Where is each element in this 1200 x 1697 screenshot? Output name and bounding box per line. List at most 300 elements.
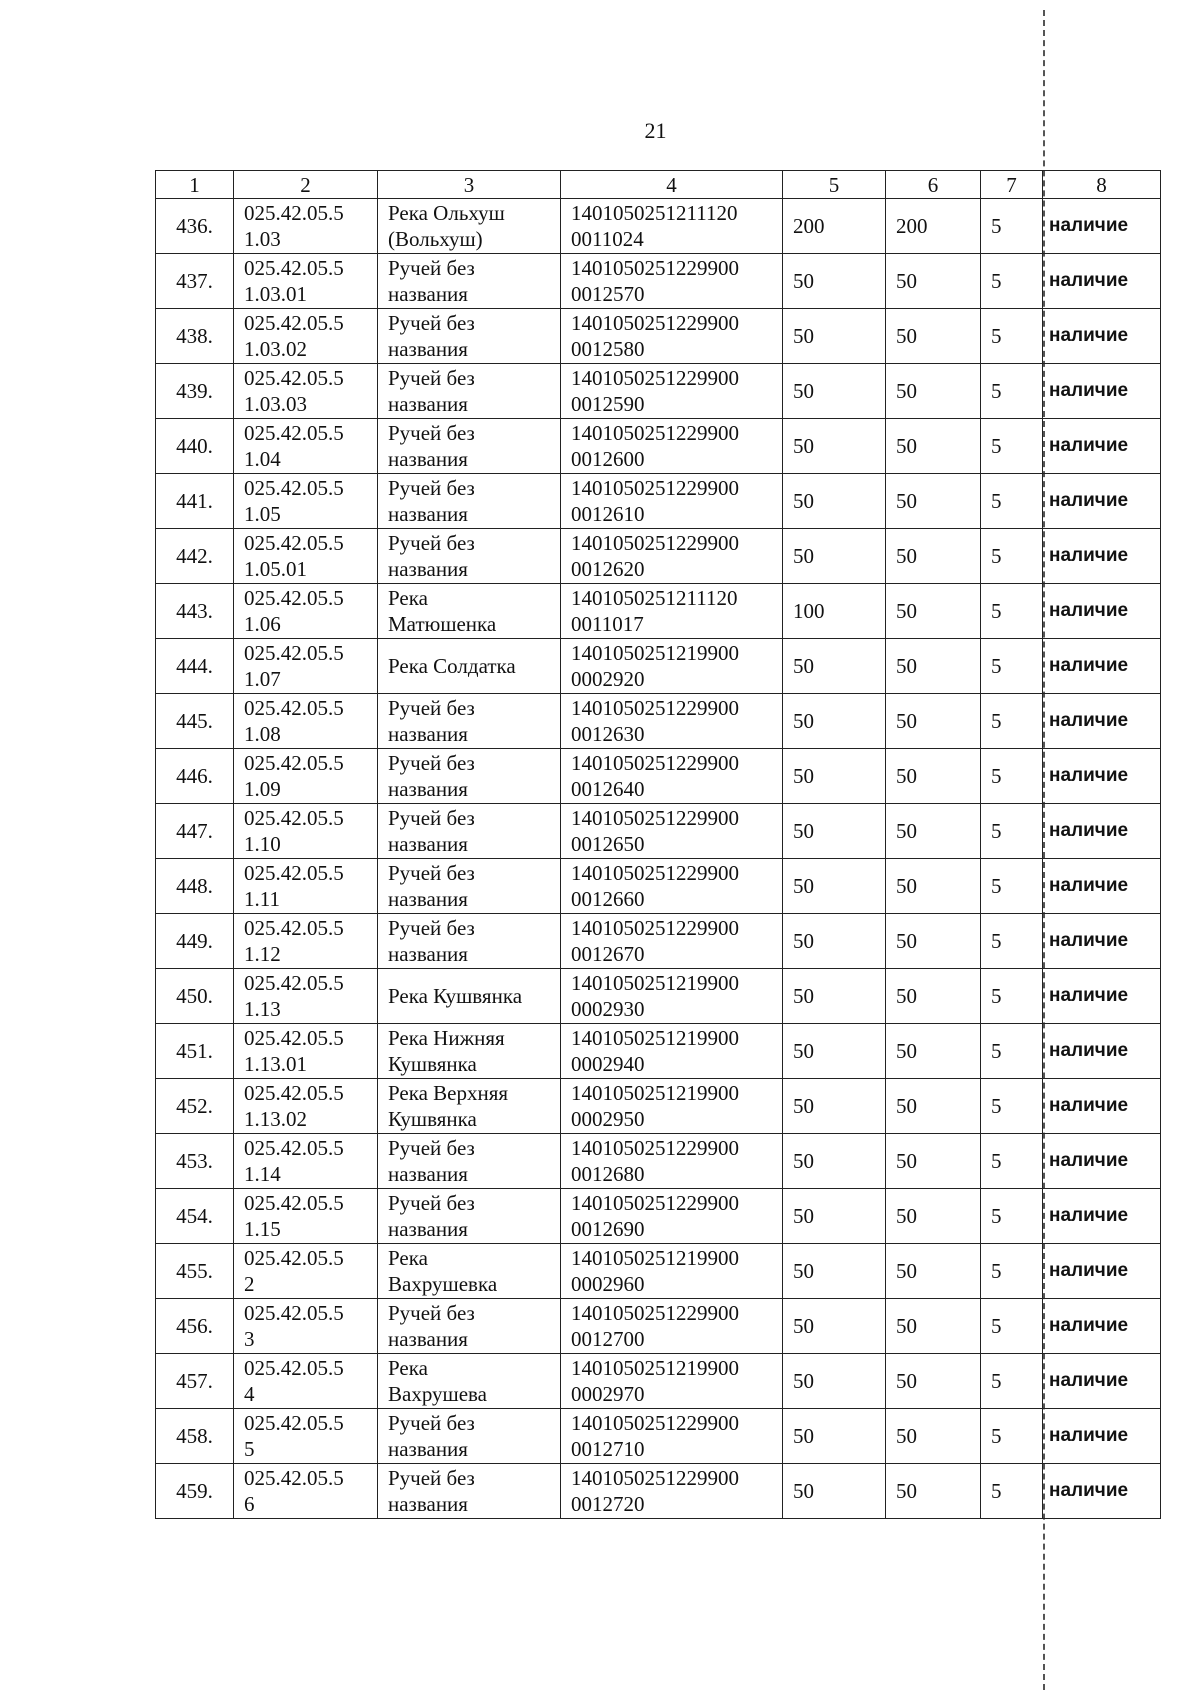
row-number-cell: 443. — [156, 584, 234, 639]
registry-number-cell — [561, 309, 783, 364]
registry-number-cell-line: 0012720 — [571, 1492, 645, 1516]
registry-number-cell-line: 1401050251229900 — [571, 1466, 739, 1490]
status-cell: наличие — [1043, 529, 1161, 584]
table-body — [156, 199, 1161, 1519]
col-header-7: 7 — [981, 171, 1043, 199]
status-cell: наличие — [1043, 859, 1161, 914]
column-7-cell: 5 — [981, 969, 1043, 1024]
code-cell-line: 025.42.05.5 — [244, 421, 344, 445]
name-cell — [378, 1409, 561, 1464]
code-cell — [234, 474, 378, 529]
name-cell — [378, 1299, 561, 1354]
code-cell-line: 025.42.05.5 — [244, 806, 344, 830]
code-cell — [234, 1024, 378, 1079]
table-row — [156, 694, 1161, 749]
code-cell-line: 1.03.03 — [244, 392, 307, 416]
registry-number-cell-line: 1401050251229900 — [571, 751, 739, 775]
name-cell-line: Ручей без — [388, 696, 475, 720]
row-number-cell: 447. — [156, 804, 234, 859]
column-5-cell: 50 — [783, 1134, 886, 1189]
row-number-cell: 440. — [156, 419, 234, 474]
column-7-cell: 5 — [981, 749, 1043, 804]
column-5-cell: 50 — [783, 364, 886, 419]
column-6-cell: 50 — [886, 1409, 981, 1464]
name-cell — [378, 419, 561, 474]
name-cell-line: Река — [388, 586, 428, 610]
code-cell — [234, 1079, 378, 1134]
column-5-cell: 50 — [783, 1354, 886, 1409]
column-5-cell: 50 — [783, 309, 886, 364]
registry-number-cell-line: 0002950 — [571, 1107, 645, 1131]
registry-number-cell-line: 1401050251229900 — [571, 366, 739, 390]
column-6-cell: 50 — [886, 1244, 981, 1299]
code-cell-line: 025.42.05.5 — [244, 1081, 344, 1105]
name-cell-line: названия — [388, 832, 468, 856]
column-5-cell: 50 — [783, 804, 886, 859]
column-5-cell: 50 — [783, 1244, 886, 1299]
code-cell-line: 025.42.05.5 — [244, 916, 344, 940]
code-cell — [234, 1354, 378, 1409]
table-row — [156, 1189, 1161, 1244]
name-cell-line: названия — [388, 777, 468, 801]
name-cell — [378, 969, 561, 1024]
registry-number-cell-line: 0012690 — [571, 1217, 645, 1241]
registry-number-cell-line: 0012710 — [571, 1437, 645, 1461]
name-cell-line: Ручей без — [388, 256, 475, 280]
column-5-cell: 50 — [783, 1079, 886, 1134]
code-cell-line: 1.03 — [244, 227, 281, 251]
row-number-cell: 438. — [156, 309, 234, 364]
code-cell-line: 025.42.05.5 — [244, 971, 344, 995]
registry-number-cell — [561, 694, 783, 749]
col-header-3: 3 — [378, 171, 561, 199]
registry-number-cell-line: 1401050251211120 — [571, 586, 738, 610]
registry-number-cell — [561, 914, 783, 969]
status-cell: наличие — [1043, 1464, 1161, 1519]
registry-number-cell-line: 0012620 — [571, 557, 645, 581]
col-header-4: 4 — [561, 171, 783, 199]
status-cell: наличие — [1043, 364, 1161, 419]
column-7-cell: 5 — [981, 1354, 1043, 1409]
column-7-cell: 5 — [981, 694, 1043, 749]
registry-number-cell-line: 0011024 — [571, 227, 644, 251]
registry-number-cell-line: 1401050251219900 — [571, 1081, 739, 1105]
name-cell — [378, 749, 561, 804]
name-cell-line: Ручей без — [388, 1411, 475, 1435]
col-header-8: 8 — [1043, 171, 1161, 199]
code-cell-line: 1.11 — [244, 887, 280, 911]
code-cell-line: 025.42.05.5 — [244, 1026, 344, 1050]
name-cell — [378, 364, 561, 419]
status-cell: наличие — [1043, 1299, 1161, 1354]
code-cell-line: 6 — [244, 1492, 255, 1516]
column-7-cell: 5 — [981, 1189, 1043, 1244]
name-cell-line: Река — [388, 1246, 428, 1270]
name-cell — [378, 474, 561, 529]
status-cell: наличие — [1043, 804, 1161, 859]
column-5-cell: 50 — [783, 749, 886, 804]
name-cell-line: Ручей без — [388, 806, 475, 830]
row-number-cell: 458. — [156, 1409, 234, 1464]
code-cell-line: 1.13.01 — [244, 1052, 307, 1076]
code-cell-line: 025.42.05.5 — [244, 751, 344, 775]
registry-number-cell — [561, 474, 783, 529]
registry-number-cell-line: 1401050251211120 — [571, 201, 738, 225]
name-cell-line: Ручей без — [388, 751, 475, 775]
name-cell-line: Река Солдатка — [388, 654, 516, 678]
code-cell-line: 025.42.05.5 — [244, 1356, 344, 1380]
name-cell-line: Ручей без — [388, 1136, 475, 1160]
code-cell-line: 1.07 — [244, 667, 281, 691]
code-cell — [234, 584, 378, 639]
registry-number-cell — [561, 254, 783, 309]
column-5-cell: 50 — [783, 694, 886, 749]
code-cell-line: 1.13.02 — [244, 1107, 307, 1131]
column-5-cell: 50 — [783, 529, 886, 584]
code-cell — [234, 1464, 378, 1519]
name-cell-line: Ручей без — [388, 476, 475, 500]
table-row — [156, 254, 1161, 309]
registry-number-cell — [561, 1464, 783, 1519]
status-cell: наличие — [1043, 1409, 1161, 1464]
name-cell-line: названия — [388, 447, 468, 471]
column-7-cell: 5 — [981, 309, 1043, 364]
row-number-cell: 439. — [156, 364, 234, 419]
code-cell-line: 1.08 — [244, 722, 281, 746]
code-cell — [234, 309, 378, 364]
column-7-cell: 5 — [981, 1464, 1043, 1519]
registry-number-cell-line: 0012630 — [571, 722, 645, 746]
name-cell-line: Ручей без — [388, 531, 475, 555]
name-cell-line: Река Ольхуш — [388, 201, 505, 225]
column-7-cell: 5 — [981, 914, 1043, 969]
name-cell-line: названия — [388, 1437, 468, 1461]
column-6-cell: 50 — [886, 1464, 981, 1519]
registry-number-cell-line: 1401050251229900 — [571, 916, 739, 940]
status-cell: наличие — [1043, 199, 1161, 254]
status-cell: наличие — [1043, 1134, 1161, 1189]
code-cell-line: 025.42.05.5 — [244, 586, 344, 610]
name-cell — [378, 859, 561, 914]
row-number-cell: 437. — [156, 254, 234, 309]
registry-number-cell — [561, 749, 783, 804]
column-7-cell: 5 — [981, 1244, 1043, 1299]
row-number-cell: 445. — [156, 694, 234, 749]
code-cell — [234, 914, 378, 969]
name-cell-line: названия — [388, 502, 468, 526]
registry-number-cell-line: 0002960 — [571, 1272, 645, 1296]
row-number-cell: 452. — [156, 1079, 234, 1134]
code-cell-line: 1.13 — [244, 997, 281, 1021]
col-header-1: 1 — [156, 171, 234, 199]
status-cell: наличие — [1043, 419, 1161, 474]
name-cell-line: (Вольхуш) — [388, 227, 483, 251]
table-row — [156, 474, 1161, 529]
column-7-cell: 5 — [981, 1024, 1043, 1079]
registry-number-cell — [561, 1409, 783, 1464]
code-cell-line: 1.05.01 — [244, 557, 307, 581]
code-cell — [234, 1134, 378, 1189]
name-cell-line: названия — [388, 1162, 468, 1186]
name-cell-line: Вахрушева — [388, 1382, 488, 1406]
status-cell: наличие — [1043, 969, 1161, 1024]
registry-number-cell-line: 0012650 — [571, 832, 645, 856]
row-number-cell: 441. — [156, 474, 234, 529]
name-cell — [378, 804, 561, 859]
col-header-5: 5 — [783, 171, 886, 199]
code-cell-line: 025.42.05.5 — [244, 1136, 344, 1160]
code-cell — [234, 749, 378, 804]
name-cell-line: названия — [388, 392, 468, 416]
registry-number-cell — [561, 199, 783, 254]
registry-number-cell-line: 1401050251229900 — [571, 421, 739, 445]
code-cell — [234, 1244, 378, 1299]
column-6-cell: 50 — [886, 309, 981, 364]
name-cell-line: названия — [388, 722, 468, 746]
registry-number-cell-line: 1401050251219900 — [571, 1246, 739, 1270]
column-7-cell: 5 — [981, 364, 1043, 419]
column-6-cell: 200 — [886, 199, 981, 254]
code-cell-line: 025.42.05.5 — [244, 476, 344, 500]
registry-number-cell-line: 1401050251229900 — [571, 861, 739, 885]
name-cell-line: названия — [388, 1217, 468, 1241]
table-row — [156, 1024, 1161, 1079]
status-cell: наличие — [1043, 1354, 1161, 1409]
name-cell-line: Ручей без — [388, 861, 475, 885]
code-cell — [234, 804, 378, 859]
registry-number-cell-line: 0002970 — [571, 1382, 645, 1406]
code-cell — [234, 639, 378, 694]
registry-number-cell-line: 0012580 — [571, 337, 645, 361]
code-cell-line: 025.42.05.5 — [244, 1191, 344, 1215]
name-cell-line: Ручей без — [388, 1301, 475, 1325]
registry-number-cell — [561, 1189, 783, 1244]
code-cell — [234, 254, 378, 309]
row-number-cell: 454. — [156, 1189, 234, 1244]
name-cell-line: Река Нижняя — [388, 1026, 505, 1050]
column-6-cell: 50 — [886, 1079, 981, 1134]
name-cell — [378, 1189, 561, 1244]
status-cell: наличие — [1043, 694, 1161, 749]
row-number-cell: 448. — [156, 859, 234, 914]
column-6-cell: 50 — [886, 419, 981, 474]
column-5-cell: 200 — [783, 199, 886, 254]
status-cell: наличие — [1043, 309, 1161, 364]
table-row — [156, 969, 1161, 1024]
registry-number-cell-line: 0012700 — [571, 1327, 645, 1351]
registry-number-cell — [561, 364, 783, 419]
name-cell-line: Кушвянка — [388, 1107, 477, 1131]
code-cell-line: 1.06 — [244, 612, 281, 636]
registry-number-cell-line: 0012600 — [571, 447, 645, 471]
name-cell — [378, 694, 561, 749]
column-6-cell: 50 — [886, 914, 981, 969]
name-cell-line: названия — [388, 1492, 468, 1516]
column-6-cell: 50 — [886, 529, 981, 584]
table-row — [156, 914, 1161, 969]
name-cell-line: Ручей без — [388, 1466, 475, 1490]
column-6-cell: 50 — [886, 1299, 981, 1354]
name-cell-line: названия — [388, 337, 468, 361]
column-5-cell: 50 — [783, 1464, 886, 1519]
column-6-cell: 50 — [886, 1354, 981, 1409]
code-cell-line: 025.42.05.5 — [244, 201, 344, 225]
column-6-cell: 50 — [886, 859, 981, 914]
table-row — [156, 309, 1161, 364]
code-cell-line: 025.42.05.5 — [244, 1466, 344, 1490]
registry-number-cell-line: 1401050251229900 — [571, 256, 739, 280]
code-cell-line: 1.15 — [244, 1217, 281, 1241]
column-5-cell: 50 — [783, 254, 886, 309]
code-cell-line: 1.04 — [244, 447, 281, 471]
column-5-cell: 50 — [783, 1189, 886, 1244]
code-cell-line: 1.09 — [244, 777, 281, 801]
column-5-cell: 50 — [783, 419, 886, 474]
registry-number-cell-line: 0012670 — [571, 942, 645, 966]
name-cell-line: Кушвянка — [388, 1052, 477, 1076]
row-number-cell: 457. — [156, 1354, 234, 1409]
row-number-cell: 456. — [156, 1299, 234, 1354]
table-row — [156, 1244, 1161, 1299]
column-7-cell: 5 — [981, 859, 1043, 914]
column-7-cell: 5 — [981, 474, 1043, 529]
column-5-cell: 50 — [783, 969, 886, 1024]
registry-number-cell — [561, 969, 783, 1024]
registry-number-cell — [561, 584, 783, 639]
name-cell-line: Матюшенка — [388, 612, 497, 636]
code-cell-line: 1.03.01 — [244, 282, 307, 306]
registry-number-cell — [561, 859, 783, 914]
name-cell — [378, 1024, 561, 1079]
code-cell — [234, 419, 378, 474]
name-cell-line: Ручей без — [388, 916, 475, 940]
col-header-6: 6 — [886, 171, 981, 199]
status-cell: наличие — [1043, 639, 1161, 694]
registry-number-cell-line: 1401050251229900 — [571, 1136, 739, 1160]
column-6-cell: 50 — [886, 474, 981, 529]
column-6-cell: 50 — [886, 1134, 981, 1189]
column-6-cell: 50 — [886, 364, 981, 419]
table-row — [156, 859, 1161, 914]
column-5-cell: 50 — [783, 1409, 886, 1464]
code-cell — [234, 199, 378, 254]
column-7-cell: 5 — [981, 199, 1043, 254]
name-cell-line: Ручей без — [388, 311, 475, 335]
code-cell-line: 1.10 — [244, 832, 281, 856]
status-cell: наличие — [1043, 584, 1161, 639]
registry-number-cell-line: 0012660 — [571, 887, 645, 911]
column-7-cell: 5 — [981, 804, 1043, 859]
code-cell-line: 1.14 — [244, 1162, 281, 1186]
code-cell-line: 025.42.05.5 — [244, 531, 344, 555]
row-number-cell: 446. — [156, 749, 234, 804]
name-cell-line: названия — [388, 557, 468, 581]
name-cell — [378, 1134, 561, 1189]
name-cell-line: названия — [388, 1327, 468, 1351]
code-cell-line: 1.12 — [244, 942, 281, 966]
status-cell: наличие — [1043, 1079, 1161, 1134]
registry-number-cell-line: 1401050251229900 — [571, 311, 739, 335]
name-cell — [378, 1079, 561, 1134]
column-5-cell: 50 — [783, 639, 886, 694]
name-cell-line: названия — [388, 942, 468, 966]
col-header-2: 2 — [234, 171, 378, 199]
status-cell: наличие — [1043, 1024, 1161, 1079]
registry-number-cell-line: 1401050251229900 — [571, 1191, 739, 1215]
registry-number-cell-line: 1401050251229900 — [571, 1301, 739, 1325]
name-cell-line: Ручей без — [388, 366, 475, 390]
row-number-cell: 453. — [156, 1134, 234, 1189]
registry-number-cell — [561, 804, 783, 859]
column-5-cell: 100 — [783, 584, 886, 639]
column-7-cell: 5 — [981, 1299, 1043, 1354]
code-cell-line: 5 — [244, 1437, 255, 1461]
code-cell-line: 025.42.05.5 — [244, 861, 344, 885]
registry-number-cell-line: 1401050251219900 — [571, 1356, 739, 1380]
code-cell — [234, 529, 378, 584]
registry-number-cell-line: 1401050251229900 — [571, 696, 739, 720]
registry-number-cell-line: 0012610 — [571, 502, 645, 526]
table-row — [156, 1079, 1161, 1134]
registry-number-cell-line: 0011017 — [571, 612, 644, 636]
name-cell — [378, 1354, 561, 1409]
code-cell-line: 1.03.02 — [244, 337, 307, 361]
name-cell-line: Река — [388, 1356, 428, 1380]
registry-number-cell — [561, 639, 783, 694]
table-row — [156, 1464, 1161, 1519]
registry-number-cell — [561, 1024, 783, 1079]
registry-number-cell — [561, 529, 783, 584]
registry-number-cell-line: 0012680 — [571, 1162, 645, 1186]
name-cell-line: Ручей без — [388, 421, 475, 445]
code-cell — [234, 1299, 378, 1354]
name-cell — [378, 254, 561, 309]
name-cell — [378, 914, 561, 969]
column-7-cell: 5 — [981, 1079, 1043, 1134]
row-number-cell: 449. — [156, 914, 234, 969]
name-cell-line: Ручей без — [388, 1191, 475, 1215]
column-5-cell: 50 — [783, 1024, 886, 1079]
code-cell-line: 025.42.05.5 — [244, 696, 344, 720]
column-6-cell: 50 — [886, 694, 981, 749]
water-objects-table — [155, 170, 1161, 1519]
registry-number-cell — [561, 1134, 783, 1189]
table-row — [156, 529, 1161, 584]
code-cell-line: 025.42.05.5 — [244, 1411, 344, 1435]
column-7-cell: 5 — [981, 254, 1043, 309]
registry-number-cell-line: 0012570 — [571, 282, 645, 306]
status-cell: наличие — [1043, 749, 1161, 804]
column-7-cell: 5 — [981, 1409, 1043, 1464]
column-7-cell: 5 — [981, 639, 1043, 694]
name-cell — [378, 309, 561, 364]
table-row — [156, 364, 1161, 419]
code-cell — [234, 694, 378, 749]
registry-number-cell-line: 1401050251219900 — [571, 641, 739, 665]
code-cell — [234, 859, 378, 914]
table-row — [156, 1134, 1161, 1189]
name-cell-line: названия — [388, 282, 468, 306]
registry-number-cell-line: 1401050251229900 — [571, 531, 739, 555]
code-cell — [234, 969, 378, 1024]
name-cell-line: названия — [388, 887, 468, 911]
registry-number-cell — [561, 1354, 783, 1409]
column-7-cell: 5 — [981, 1134, 1043, 1189]
row-number-cell: 450. — [156, 969, 234, 1024]
status-cell: наличие — [1043, 914, 1161, 969]
code-cell-line: 3 — [244, 1327, 255, 1351]
name-cell — [378, 199, 561, 254]
